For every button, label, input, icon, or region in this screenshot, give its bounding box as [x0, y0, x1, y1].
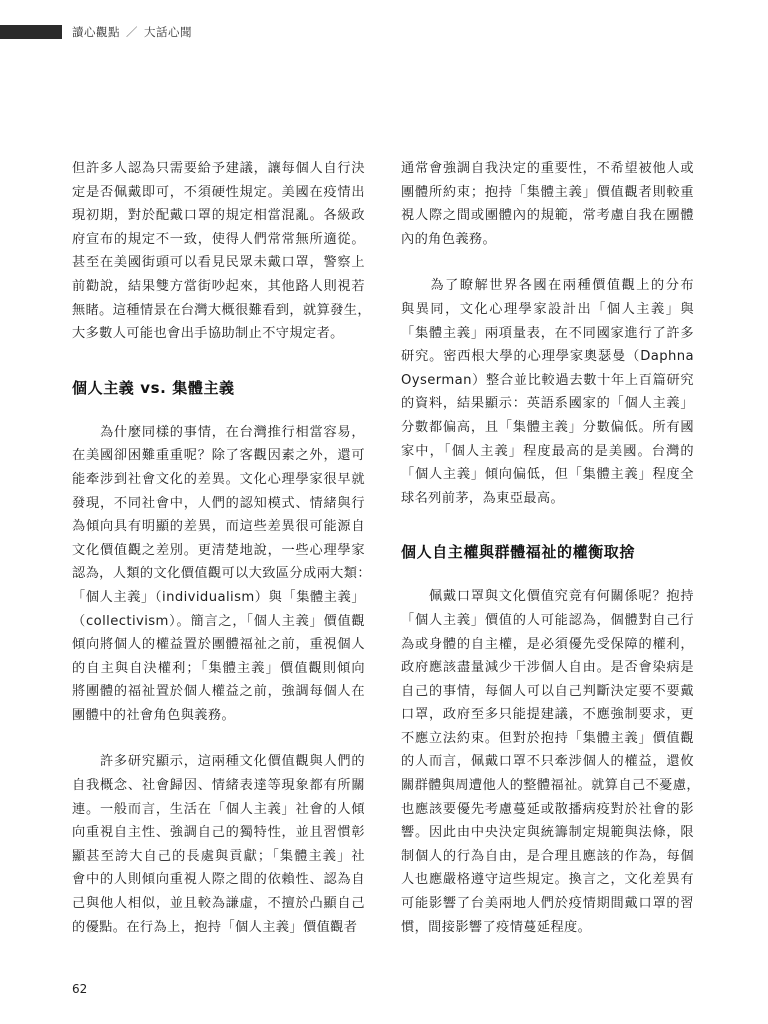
text-line: 的資料，結果顯示：英語系國家的「個人主義」	[401, 396, 694, 412]
text-line: 家中，「個人主義」程度最高的是美國。台灣的	[401, 443, 694, 459]
text-line: 可能影響了台美兩地人們於疫情期間戴口罩的習	[401, 896, 694, 912]
text-line: 「個人主義」價值的人可能認為，個體對自己行	[401, 612, 694, 628]
text-line: 文化價值觀之差別。更清楚地說，一些心理學家	[72, 542, 365, 558]
text-line: 大多數人可能也會出手協助制止不守規定者。	[72, 326, 344, 342]
text-line: 政府應該盡量減少干涉個人自由。是否會染病是	[401, 660, 694, 676]
text-line: 慣，間接影響了疫情蔓延程度。	[401, 919, 592, 935]
text-line: 發現，不同社會中，人們的認知模式、情緒與行	[72, 495, 365, 511]
text-line: 的人而言，佩戴口罩不只牽涉個人的權益，還攸	[401, 754, 694, 770]
text-line: 「個人主義」（individualism）與「集體主義」	[72, 589, 365, 605]
text-line: 會中的人則傾向重視人際之間的依賴性、認為自	[72, 872, 365, 888]
text-line: 能牽涉到社會文化的差異。文化心理學家很早就	[72, 471, 365, 487]
text-line: 現初期，對於配戴口罩的規定相當混亂。各級政	[72, 208, 365, 224]
text-line: 視人際之間或團體內的規範，常考慮自我在團體	[401, 208, 694, 224]
text-line: 的優點。在行為上，抱持「個人主義」價值觀者	[72, 919, 358, 935]
text-line: 團體中的社會角色與義務。	[72, 707, 236, 723]
text-line: 連。一般而言，生活在「個人主義」社會的人傾	[72, 801, 365, 817]
text-line: 自我概念、社會歸因、情緒表達等現象都有所關	[72, 778, 365, 794]
text-line: 制個人的行為自由，是合理且應該的作為，每個	[401, 848, 694, 864]
running-header	[0, 24, 192, 40]
text-line: 傾向將個人的權益置於團體福祉之前，重視個人	[72, 637, 365, 653]
text-line: 但許多人認為只需要給予建議，讓每個人自行決	[72, 161, 365, 176]
text-line: 向重視自主性、強調自己的獨特性，並且習慣彰	[72, 825, 365, 841]
text-line: 佩戴口罩與文化價值究竟有何關係呢？抱持	[401, 589, 694, 605]
text-line: 為傾向具有明顯的差異，而這些差異很可能源自	[72, 519, 365, 535]
text-line: 的自主與自決權利；「集體主義」價值觀則傾向	[72, 660, 365, 676]
header-separator: ／	[126, 25, 138, 39]
text-line: 響。因此由中央決定與統籌制定規範與法條，限	[401, 825, 694, 841]
text-line: 與異同，文化心理學家設計出「個人主義」與	[401, 301, 694, 317]
right-column	[401, 157, 700, 939]
text-line: 認為，人類的文化價值觀可以大致區分成兩大類：	[72, 566, 371, 582]
paragraph	[72, 750, 365, 939]
text-line: 己與他人相似，並且較為謙虛，不擅於凸顯自己	[72, 896, 365, 912]
page-number: 62	[72, 982, 88, 996]
text-line: Oyserman）整合並比較過去數十年上百篇研究	[401, 372, 694, 388]
text-line: 為或身體的自主權，是必須優先受保障的權利，	[401, 636, 694, 652]
header-column: 大話心聞	[144, 25, 192, 39]
text-line: 在美國卻困難重重呢？除了客觀因素之外，還可	[72, 448, 365, 464]
text-line: 也應該要優先考慮蔓延或散播病疫對於社會的影	[401, 801, 694, 817]
text-line: 甚至在美國街頭可以看見民眾未戴口罩，警察上	[72, 255, 365, 271]
text-line: 將團體的福祉置於個人權益之前，強調每個人在	[72, 684, 365, 700]
text-line: 不應立法約束。但對於抱持「集體主義」價值觀	[401, 730, 694, 746]
left-column	[72, 157, 371, 939]
text-line: 內的角色義務。	[401, 231, 497, 247]
text-line: 無睹。這種情景在台灣大概很難看到，就算發生，	[72, 302, 371, 318]
header-accent-bar	[0, 25, 62, 39]
text-line: 關群體與周遭他人的整體福祉。就算自己不憂慮，	[401, 778, 700, 794]
text-line: 定是否佩戴即可，不須硬性規定。美國在疫情出	[72, 184, 365, 200]
text-line: 人也應嚴格遵守這些規定。換言之，文化差異有	[401, 872, 694, 888]
paragraph	[401, 157, 694, 251]
text-line: 口罩，政府至多只能提建議，不應強制要求，更	[401, 707, 694, 723]
paragraph	[401, 585, 700, 939]
text-line: 許多研究顯示，這兩種文化價值觀與人們的	[72, 754, 365, 770]
text-line: 「個人主義」傾向偏低，但「集體主義」程度全	[401, 467, 694, 483]
text-line: 顯甚至誇大自己的長處與貢獻；「集體主義」社	[72, 848, 365, 864]
text-line: 團體所約束；抱持「集體主義」價值觀者則較重	[401, 184, 694, 200]
text-line: 「集體主義」兩項量表，在不同國家進行了許多	[401, 325, 694, 341]
text-line: （collectivism）。簡言之，「個人主義」價值觀	[72, 613, 365, 629]
text-line: 研究。密西根大學的心理學家奧瑟曼（Daphna	[401, 349, 694, 365]
section-heading: 個人主義 vs. 集體主義	[72, 378, 235, 397]
text-line: 前勸說，結果雙方當街吵起來，其他路人則視若	[72, 278, 365, 294]
text-line: 分數都偏高，且「集體主義」分數偏低。所有國	[401, 419, 694, 435]
text-line: 府宣布的規定不一致，使得人們常常無所適從。	[72, 231, 365, 247]
text-line: 球名列前茅，為東亞最高。	[401, 490, 565, 506]
header-section: 讀心觀點	[72, 25, 120, 39]
header-title	[72, 24, 192, 40]
text-line: 通常會強調自我決定的重要性，不希望被他人或	[401, 161, 694, 176]
text-line: 為了瞭解世界各國在兩種價值觀上的分布	[401, 278, 694, 294]
paragraph	[401, 274, 694, 510]
section-heading: 個人自主權與群體福祉的權衡取捨	[401, 543, 636, 562]
text-line: 自己的事情，每個人可以自己判斷決定要不要戴	[401, 683, 694, 699]
paragraph	[72, 157, 371, 346]
text-line: 為什麼同樣的事情，在台灣推行相當容易，	[72, 424, 365, 440]
paragraph	[72, 421, 371, 728]
